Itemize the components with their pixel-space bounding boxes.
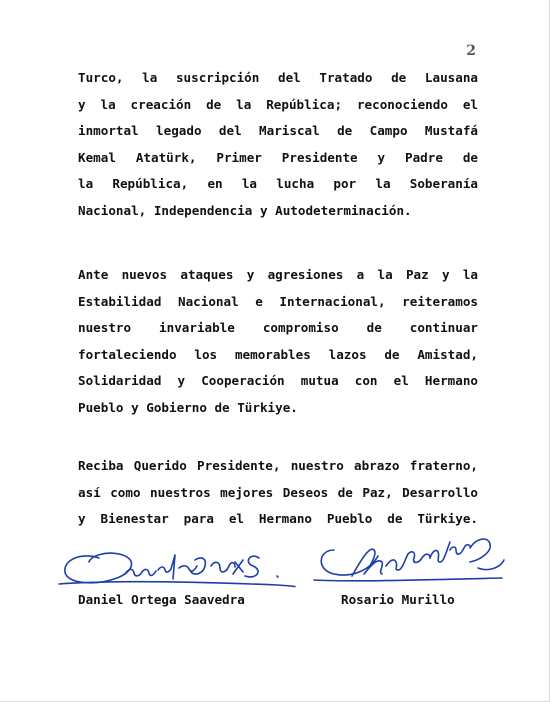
page-number: 2 xyxy=(466,43,476,59)
paragraph-line: Ante nuevos ataques y agresiones a la Paz y la xyxy=(78,267,478,282)
signatory-name-right: Rosario Murillo xyxy=(341,592,455,607)
paragraph-line: Nacional, Independencia y Autodeterminación. xyxy=(78,202,412,218)
paragraph-line: y la creación de la República; reconociendo el xyxy=(78,96,478,112)
paragraph-line: inmortal legado del Mariscal de Campo Mustafá xyxy=(78,123,478,138)
paragraph-line: Kemal Atatürk, Primer Presidente y Padre de xyxy=(78,149,478,165)
paragraph-line: nuestro invariable compromiso de continuar xyxy=(78,320,478,335)
paragraph-closing xyxy=(78,453,478,533)
signatory-name-left: Daniel Ortega Saavedra xyxy=(78,592,245,607)
paragraph-commitment xyxy=(78,262,478,421)
paragraph-line: Reciba Querido Presidente, nuestro abrazo fraterno, xyxy=(78,458,478,473)
paragraph-line: Estabilidad Nacional e Internacional, reiteramos xyxy=(78,293,478,309)
paragraph-line: Turco, la suscripción del Tratado de Lausana xyxy=(78,70,478,85)
signature-rosario-murillo xyxy=(312,528,512,588)
paragraph-line: la República, en la lucha por la Soberanía xyxy=(78,176,478,191)
paragraph-line: así como nuestros mejores Deseos de Paz, Desarrollo xyxy=(78,484,478,500)
signature-daniel-ortega xyxy=(55,538,305,598)
paragraph-tribute xyxy=(78,65,478,224)
paragraph-line: fortaleciendo los memorables lazos de Amistad, xyxy=(78,346,478,362)
paragraph-line: Pueblo y Gobierno de Türkiye. xyxy=(78,399,298,415)
paragraph-line: y Bienestar para el Hermano Pueblo de Türkiye. xyxy=(78,511,478,526)
paragraph-line: Solidaridad y Cooperación mutua con el Hermano xyxy=(78,373,478,388)
